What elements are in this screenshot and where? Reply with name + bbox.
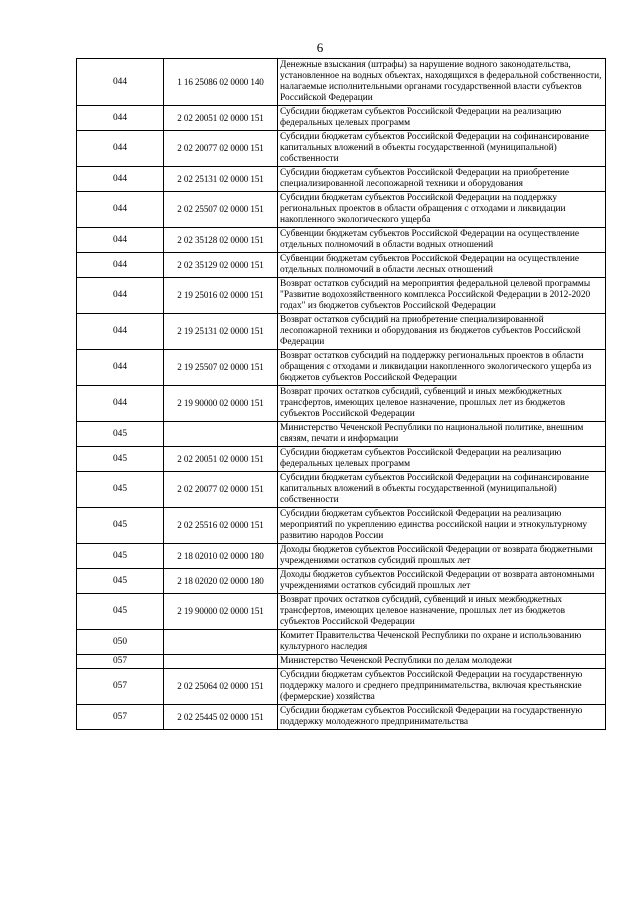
description-cell: Возврат остатков субсидий на поддержку региональных проектов в области обращения с отходами и ликвидации накопленного экологического ущерба из бюджетов субъектов Российской Федерации <box>278 350 606 386</box>
table-row <box>77 630 606 655</box>
table-row <box>77 655 606 669</box>
budget-code-cell <box>164 655 278 669</box>
budget-code-cell: 2 19 90000 02 0000 151 <box>164 594 278 630</box>
budget-code-cell: 2 02 25131 02 0000 151 <box>164 167 278 192</box>
description-cell: Возврат остатков субсидий на приобретение специализированной лесопожарной техники и оборудования из бюджетов субъектов Российской Федерации <box>278 314 606 350</box>
description-cell: Денежные взыскания (штрафы) за нарушение водного законодательства, установленное на водных объектах, находящихся в федеральной собственности, налагаемые исполнительными органами государственной власти субъектов Российской Федерации <box>278 59 606 106</box>
table-row <box>77 131 606 167</box>
table-row <box>77 253 606 278</box>
description-cell: Субсидии бюджетам субъектов Российской Федерации на реализацию мероприятий по укреплению единства российской нации и этнокультурному развитию народов России <box>278 508 606 544</box>
table-row <box>77 544 606 569</box>
admin-code-cell: 044 <box>77 59 164 106</box>
description-cell: Комитет Правительства Чеченской Республики по охране и использованию культурного наследия <box>278 630 606 655</box>
admin-code-cell: 044 <box>77 106 164 131</box>
table-row <box>77 314 606 350</box>
admin-code-cell: 044 <box>77 253 164 278</box>
budget-code-cell: 2 19 25016 02 0000 151 <box>164 278 278 314</box>
budget-code-cell: 2 02 20077 02 0000 151 <box>164 131 278 167</box>
table-row <box>77 669 606 705</box>
admin-code-cell: 044 <box>77 192 164 228</box>
admin-code-cell: 044 <box>77 278 164 314</box>
table-row <box>77 422 606 447</box>
table-row <box>77 705 606 730</box>
description-cell: Министерство Чеченской Республики по национальной политике, внешним связям, печати и информации <box>278 422 606 447</box>
description-cell: Возврат остатков субсидий на мероприятия федеральной целевой программы "Развитие водохозяйственного комплекса Российской Федерации в 2012-2020 годах" из бюджетов субъектов Российской Федерации <box>278 278 606 314</box>
budget-code-cell <box>164 630 278 655</box>
budget-code-cell: 2 19 25131 02 0000 151 <box>164 314 278 350</box>
budget-code-cell: 2 02 35129 02 0000 151 <box>164 253 278 278</box>
table-row <box>77 386 606 422</box>
table-row <box>77 447 606 472</box>
budget-code-cell: 2 02 25445 02 0000 151 <box>164 705 278 730</box>
admin-code-cell: 057 <box>77 705 164 730</box>
description-cell: Министерство Чеченской Республики по делам молодежи <box>278 655 606 669</box>
budget-code-cell: 2 19 25507 02 0000 151 <box>164 350 278 386</box>
budget-code-cell: 1 16 25086 02 0000 140 <box>164 59 278 106</box>
budget-code-cell: 2 19 90000 02 0000 151 <box>164 386 278 422</box>
table-row <box>77 508 606 544</box>
description-cell: Доходы бюджетов субъектов Российской Федерации от возврата бюджетными учреждениями остатков субсидий прошлых лет <box>278 544 606 569</box>
admin-code-cell: 057 <box>77 669 164 705</box>
table-row <box>77 228 606 253</box>
budget-code-cell: 2 02 20051 02 0000 151 <box>164 106 278 131</box>
admin-code-cell: 044 <box>77 350 164 386</box>
budget-code-cell: 2 02 25507 02 0000 151 <box>164 192 278 228</box>
admin-code-cell: 044 <box>77 131 164 167</box>
admin-code-cell: 045 <box>77 594 164 630</box>
budget-code-cell: 2 02 25516 02 0000 151 <box>164 508 278 544</box>
description-cell: Доходы бюджетов субъектов Российской Федерации от возврата автономными учреждениями остатков субсидий прошлых лет <box>278 569 606 594</box>
admin-code-cell: 045 <box>77 508 164 544</box>
page-number: 6 <box>316 40 324 55</box>
revenue-codes-table <box>76 58 606 730</box>
budget-code-cell: 2 18 02010 02 0000 180 <box>164 544 278 569</box>
admin-code-cell: 045 <box>77 447 164 472</box>
budget-code-cell: 2 18 02020 02 0000 180 <box>164 569 278 594</box>
admin-code-cell: 044 <box>77 167 164 192</box>
description-cell: Субсидии бюджетам субъектов Российской Федерации на софинансирование капитальных вложений в объекты государственной (муниципальной) собственности <box>278 472 606 508</box>
description-cell: Субвенции бюджетам субъектов Российской Федерации на осуществление отдельных полномочий в области лесных отношений <box>278 253 606 278</box>
admin-code-cell: 050 <box>77 630 164 655</box>
budget-code-cell: 2 02 25064 02 0000 151 <box>164 669 278 705</box>
admin-code-cell: 045 <box>77 472 164 508</box>
description-cell: Субсидии бюджетам субъектов Российской Федерации на поддержку региональных проектов в области обращения с отходами и ликвидации накопленного экологического ущерба <box>278 192 606 228</box>
admin-code-cell: 044 <box>77 228 164 253</box>
description-cell: Субсидии бюджетам субъектов Российской Федерации на государственную поддержку малого и среднего предпринимательства, включая крестьянские (фермерские) хозяйства <box>278 669 606 705</box>
admin-code-cell: 044 <box>77 314 164 350</box>
admin-code-cell: 057 <box>77 655 164 669</box>
description-cell: Субсидии бюджетам субъектов Российской Федерации на реализацию федеральных целевых программ <box>278 447 606 472</box>
table-row <box>77 59 606 106</box>
description-cell: Субсидии бюджетам субъектов Российской Федерации на государственную поддержку молодежного предпринимательства <box>278 705 606 730</box>
description-cell: Возврат прочих остатков субсидий, субвенций и иных межбюджетных трансфертов, имеющих целевое назначение, прошлых лет из бюджетов субъектов Российской Федерации <box>278 594 606 630</box>
table-row <box>77 278 606 314</box>
description-cell: Субсидии бюджетам субъектов Российской Федерации на софинансирование капитальных вложений в объекты государственной (муниципальной) собственности <box>278 131 606 167</box>
admin-code-cell: 044 <box>77 386 164 422</box>
description-cell: Субвенции бюджетам субъектов Российской Федерации на осуществление отдельных полномочий в области водных отношений <box>278 228 606 253</box>
budget-code-cell: 2 02 20051 02 0000 151 <box>164 447 278 472</box>
table-row <box>77 472 606 508</box>
description-cell: Субсидии бюджетам субъектов Российской Федерации на реализацию федеральных целевых программ <box>278 106 606 131</box>
description-cell: Возврат прочих остатков субсидий, субвенций и иных межбюджетных трансфертов, имеющих целевое назначение, прошлых лет из бюджетов субъектов Российской Федерации <box>278 386 606 422</box>
table-row <box>77 569 606 594</box>
table-row <box>77 106 606 131</box>
budget-code-cell: 2 02 35128 02 0000 151 <box>164 228 278 253</box>
admin-code-cell: 045 <box>77 422 164 447</box>
admin-code-cell: 045 <box>77 544 164 569</box>
table-row <box>77 192 606 228</box>
admin-code-cell: 045 <box>77 569 164 594</box>
table-row <box>77 594 606 630</box>
description-cell: Субсидии бюджетам субъектов Российской Федерации на приобретение специализированной лесопожарной техники и оборудования <box>278 167 606 192</box>
table-row <box>77 167 606 192</box>
budget-code-cell <box>164 422 278 447</box>
table-body <box>77 59 606 730</box>
budget-code-cell: 2 02 20077 02 0000 151 <box>164 472 278 508</box>
table-row <box>77 350 606 386</box>
